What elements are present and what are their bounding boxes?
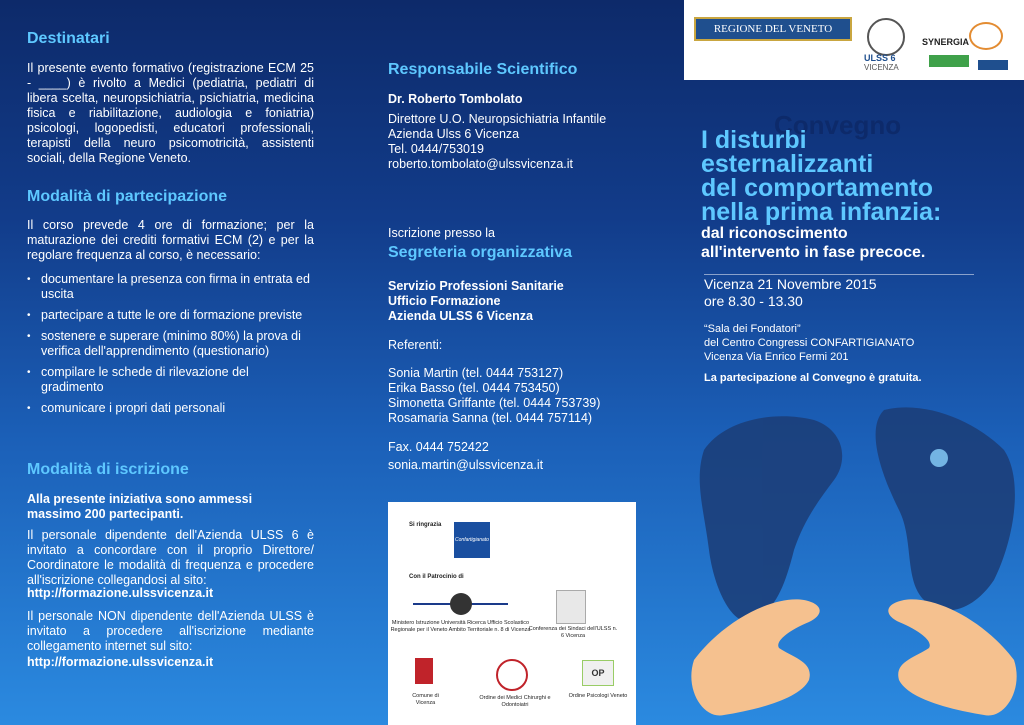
right-column — [684, 0, 1024, 725]
iscrizione-text-1: Il personale dipendente dell'Azienda ULSS 6 è invitato a concordare con il proprio Direttore/ Coordinatore le modalità di frequenza e procedere all'iscrizione collegandosi al sito: — [27, 528, 314, 587]
title-line: nella prima infanzia: — [701, 198, 942, 226]
ordine-psi-logo: OP — [582, 660, 614, 686]
ordine-psi-text: Ordine Psicologi Veneto — [568, 693, 628, 699]
ordine-medici-text: Ordine dei Medici Chirurghi e Odontoiatri — [479, 695, 551, 708]
synergia-logo: SYNERGIA — [922, 37, 970, 47]
ulss-label: ULSS 6 — [864, 53, 896, 63]
destinatari-text: Il presente evento formativo (registrazione ECM 25 - ____) è rivolto a Medici (pediatria, pediatri di libera scelta, neuropsichiatria, psichiatria, medicina fisica e riabilitazione, audiologia e foniatria) psicologi, logopedisti, educatori professionali, terapisti della neuro psicomotricità, assistenti sociali, della Regione Veneto. — [27, 61, 314, 165]
left-column — [0, 0, 340, 725]
iscrizione-bold: Alla presente iniziativa sono ammessi massimo 200 partecipanti. — [27, 492, 253, 521]
iscrizione-presso: Iscrizione presso la — [388, 226, 495, 240]
referenti-label: Referenti: — [388, 338, 443, 352]
venue-line: Vicenza Via Enrico Fermi 201 — [704, 351, 849, 363]
conferenza-text: Conferenza dei Sindaci dell'ULSS n. 6 Vicenza — [528, 626, 618, 639]
si-ringrazia: Si ringrazia — [409, 522, 442, 528]
event-title — [701, 128, 941, 224]
requirement-item: • comunicare i propri dati personali — [27, 401, 314, 416]
event-time: ore 8.30 - 13.30 — [704, 293, 803, 309]
referente: Rosamaria Sanna (tel. 0444 757114) — [388, 411, 593, 425]
miur-text: Ministero Istruzione Università Ricerca Ufficio Scolastico Regionale per il Veneto Ambito Territoriale n. 8 di Vicenza — [390, 620, 531, 633]
iscrizione-text-2: Il personale NON dipendente dell'Azienda ULSS è invitato a procedere all'iscrizione mediante collegamento internet sul sito: — [27, 609, 314, 653]
confartigianato-logo: Confartigianato — [454, 522, 490, 558]
venue-line: del Centro Congressi CONFARTIGIANATO — [704, 337, 915, 349]
event-date: Vicenza 21 Novembre 2015 — [704, 276, 877, 292]
requirement-item: • sostenere e superare (minimo 80%) la prova di verifica dell'apprendimento (questionario) — [27, 329, 314, 359]
comune-crest — [415, 658, 433, 684]
event-subtitle — [701, 224, 925, 262]
subtitle-line: dal riconoscimento — [701, 225, 848, 242]
partecipazione-title: Modalità di partecipazione — [27, 188, 228, 205]
convegno-label: Convegno — [774, 110, 902, 140]
destinatari-title: Destinatari — [27, 30, 110, 47]
divider — [704, 274, 974, 275]
resp-email[interactable]: roberto.tombolato@ulssvicenza.it — [388, 157, 573, 171]
servizio-line: Servizio Professioni Sanitarie — [388, 279, 564, 293]
resp-line: Azienda Ulss 6 Vicenza — [388, 127, 520, 141]
responsabile-title: Responsabile Scientifico — [388, 61, 578, 78]
referenti-list — [388, 366, 600, 426]
subtitle-line: all'intervento in fase precoce. — [701, 244, 926, 261]
venue-line: “Sala dei Fondatori” — [704, 323, 801, 335]
responsabile-lines — [388, 112, 668, 172]
regione-veneto-logo: REGIONE DEL VENETO — [694, 17, 852, 41]
resp-line: Tel. 0444/753019 — [388, 142, 484, 156]
patrocinio-label: Con il Patrocinio di — [409, 574, 464, 580]
hands-illustration — [684, 390, 1024, 725]
title-line: esternalizzanti — [701, 150, 874, 178]
title-line: del comportamento — [701, 174, 933, 202]
servizio-line: Ufficio Formazione — [388, 294, 501, 308]
iscrizione-link-1[interactable]: http://formazione.ulssvicenza.it — [27, 586, 214, 600]
iscrizione-title: Modalità di iscrizione — [27, 461, 189, 478]
responsabile-name: Dr. Roberto Tombolato — [388, 92, 523, 106]
venue — [704, 322, 914, 364]
requirements-list — [27, 272, 314, 422]
fax: Fax. 0444 752422 — [388, 440, 489, 454]
free-participation: La partecipazione al Convegno è gratuita. — [704, 372, 922, 384]
ordine-medici-logo — [496, 659, 528, 691]
iscrizione-link-2[interactable]: http://formazione.ulssvicenza.it — [27, 655, 214, 669]
sponsor-panel — [388, 502, 636, 725]
referente: Sonia Martin (tel. 0444 753127) — [388, 366, 564, 380]
resp-line: Direttore U.O. Neuropsichiatria Infantile — [388, 112, 607, 126]
requirement-item: • partecipare a tutte le ore di formazione previste — [27, 308, 314, 323]
conferenza-logo — [556, 590, 586, 624]
servizio-block — [388, 279, 564, 324]
referente: Erika Basso (tel. 0444 753450) — [388, 381, 560, 395]
partecipazione-text: Il corso prevede 4 ore di formazione; per la maturazione dei crediti formativi ECM (2) e per la regolare frequenza al corso, è necessario: — [27, 218, 314, 262]
ulss-city: VICENZA — [864, 63, 899, 72]
requirement-item: • compilare le schede di rilevazione del gradimento — [27, 365, 314, 395]
referente: Simonetta Griffante (tel. 0444 753739) — [388, 396, 601, 410]
segreteria-title: Segreteria organizzativa — [388, 244, 573, 261]
miur-logo — [413, 590, 508, 618]
contact-email[interactable]: sonia.martin@ulssvicenza.it — [388, 458, 544, 472]
requirement-item: • documentare la presenza con firma in entrata ed uscita — [27, 272, 314, 302]
comune-text: Comune di Vicenza — [412, 693, 439, 706]
servizio-line: Azienda ULSS 6 Vicenza — [388, 309, 533, 323]
title-line: I disturbi — [701, 126, 807, 154]
